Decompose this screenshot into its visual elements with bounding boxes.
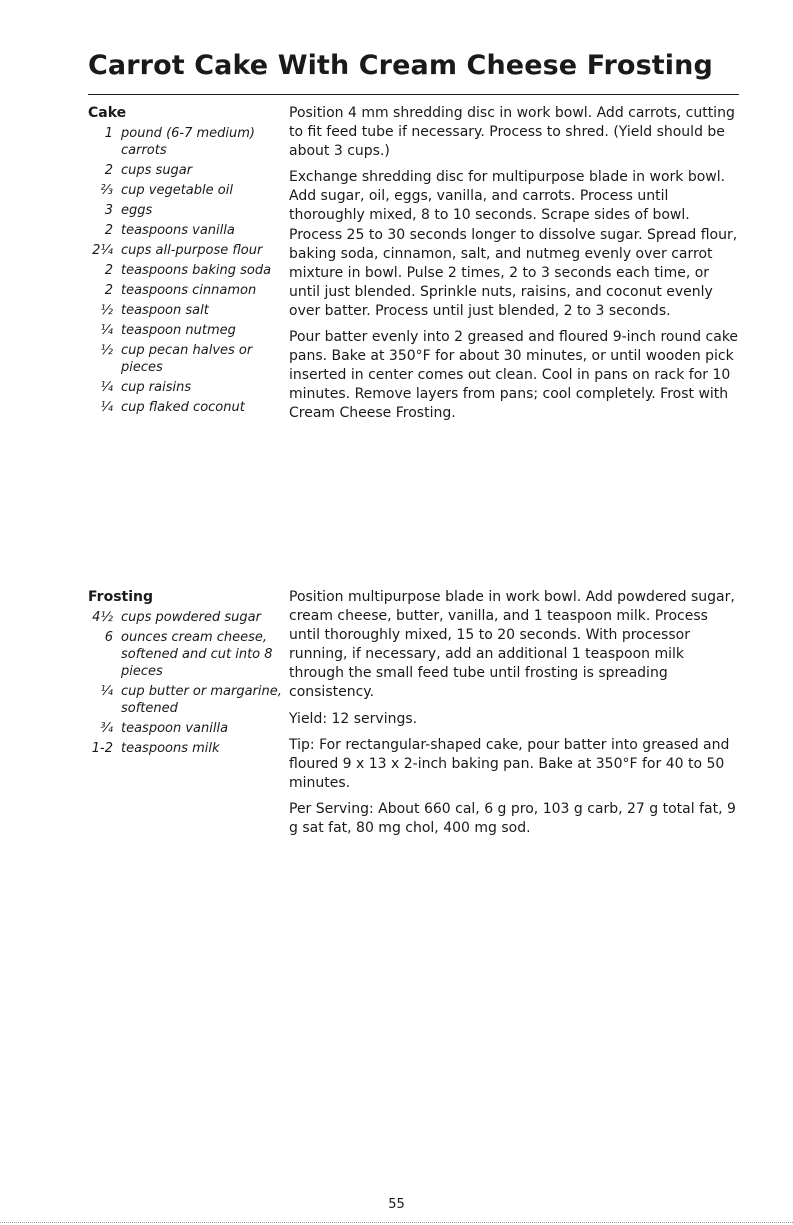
frosting-ingredient-list <box>88 609 283 757</box>
cake-heading: Cake <box>88 105 127 121</box>
footer-rule <box>0 1222 793 1223</box>
ingredient-text: teaspoon vanilla <box>121 721 229 736</box>
ingredient-item <box>88 222 283 239</box>
cake-ingredient-list <box>88 125 283 416</box>
direction-paragraph: Position 4 mm shredding disc in work bowl. Add carrots, cutting to fit feed tube if necessary. Process to shred. (Yield should be about 3 cups.) <box>289 105 735 160</box>
ingredient-text: cups all-purpose flour <box>121 243 263 258</box>
ingredient-amount: 1 <box>104 126 113 141</box>
nutrition-text: Per Serving: About 660 cal, 6 g pro, 103 g carb, 27 g total fat, 9 g sat fat, 80 mg chol, 400 mg sod. <box>289 800 736 837</box>
ingredient-text: cup butter or margarine, softened <box>121 684 282 716</box>
direction-paragraph: Pour batter evenly into 2 greased and floured 9-inch round cake pans. Bake at 350°F for about 30 minutes, or until wooden pick inserted in center comes out clean. Cool in pans on rack for 10 minutes. Remove layers from pans; cool completely. Frost with Cream Cheese Frosting. <box>289 329 739 422</box>
ingredient-text: pound (6-7 medium) carrots <box>121 126 256 158</box>
frosting-ingredients-column <box>88 588 283 757</box>
ingredient-item <box>88 399 283 416</box>
ingredient-text: teaspoons vanilla <box>121 223 235 238</box>
cake-ingredients-column <box>88 104 283 416</box>
ingredient-amount: ¼ <box>100 684 113 699</box>
ingredient-amount: ½ <box>100 303 113 318</box>
frosting-directions-column <box>289 588 739 845</box>
ingredient-amount: 2 <box>104 283 113 298</box>
ingredient-text: ounces cream cheese, softened and cut into 8 pieces <box>121 630 273 679</box>
recipe-title: Carrot Cake With Cream Cheese Frosting <box>88 50 713 81</box>
ingredient-amount: ¼ <box>100 380 113 395</box>
ingredient-text: teaspoons cinnamon <box>121 283 257 298</box>
ingredient-amount: 2 <box>104 163 113 178</box>
ingredient-text: teaspoons milk <box>121 741 220 756</box>
ingredient-amount: ¼ <box>100 400 113 415</box>
ingredient-amount: 2 <box>104 263 113 278</box>
direction-paragraph: Exchange shredding disc for multipurpose blade in work bowl. Add sugar, oil, eggs, vanilla, and carrots. Process until thoroughly mixed, 8 to 10 seconds. Scrape sides of bowl. Process 25 to 30 seconds longer to dissolve sugar. Spread flour, baking soda, cinnamon, salt, and nutmeg evenly over carrot mixture in bowl. Pulse 2 times, 2 to 3 seconds each time, or until just blended. Sprinkle nuts, raisins, and coconut evenly over batter. Process until just blended, 2 to 3 seconds. <box>289 169 738 319</box>
ingredient-text: cup flaked coconut <box>121 400 245 415</box>
ingredient-text: cup raisins <box>121 380 192 395</box>
ingredient-item <box>88 342 283 376</box>
ingredient-item <box>88 629 283 680</box>
ingredient-item <box>88 162 283 179</box>
ingredient-amount: 2 <box>104 223 113 238</box>
ingredient-text: cup pecan halves or pieces <box>121 343 253 375</box>
ingredient-item <box>88 322 283 339</box>
ingredient-item <box>88 683 283 717</box>
ingredient-item <box>88 302 283 319</box>
ingredient-amount: 1-2 <box>91 741 113 756</box>
ingredient-item <box>88 282 283 299</box>
ingredient-item <box>88 125 283 159</box>
ingredient-text: teaspoon salt <box>121 303 209 318</box>
ingredient-amount: 3 <box>104 203 113 218</box>
ingredient-text: teaspoons baking soda <box>121 263 272 278</box>
ingredient-item <box>88 262 283 279</box>
ingredient-item <box>88 740 283 757</box>
ingredient-item <box>88 720 283 737</box>
ingredient-amount: 6 <box>104 630 113 645</box>
direction-paragraph: Position multipurpose blade in work bowl. Add powdered sugar, cream cheese, butter, vanilla, and 1 teaspoon milk. Process until thoroughly mixed, 15 to 20 seconds. With processor running, if necessary, add an additional 1 teaspoon milk through the small feed tube until frosting is spreading consistency. <box>289 589 735 701</box>
ingredient-text: teaspoon nutmeg <box>121 323 236 338</box>
ingredient-item <box>88 242 283 259</box>
ingredient-text: cups sugar <box>121 163 193 178</box>
ingredient-item <box>88 609 283 626</box>
ingredient-amount: ¼ <box>100 323 113 338</box>
ingredient-amount: ⅔ <box>100 183 113 198</box>
ingredient-amount: 2¼ <box>92 243 113 258</box>
ingredient-amount: 4½ <box>92 610 113 625</box>
ingredient-text: cup vegetable oil <box>121 183 233 198</box>
yield-text: Yield: 12 servings. <box>289 710 418 727</box>
title-rule <box>88 94 739 95</box>
ingredient-item <box>88 379 283 396</box>
page-number: 55 <box>388 1197 405 1212</box>
frosting-heading: Frosting <box>88 589 154 605</box>
ingredient-text: cups powdered sugar <box>121 610 261 625</box>
ingredient-item <box>88 202 283 219</box>
ingredient-item <box>88 182 283 199</box>
ingredient-amount: ¾ <box>100 721 113 736</box>
ingredient-amount: ½ <box>100 343 113 358</box>
ingredient-text: eggs <box>121 203 153 218</box>
cake-directions-column <box>289 104 739 431</box>
tip-text: Tip: For rectangular-shaped cake, pour batter into greased and floured 9 x 13 x 2-inch baking pan. Bake at 350°F for 40 to 50 minutes. <box>289 736 730 791</box>
